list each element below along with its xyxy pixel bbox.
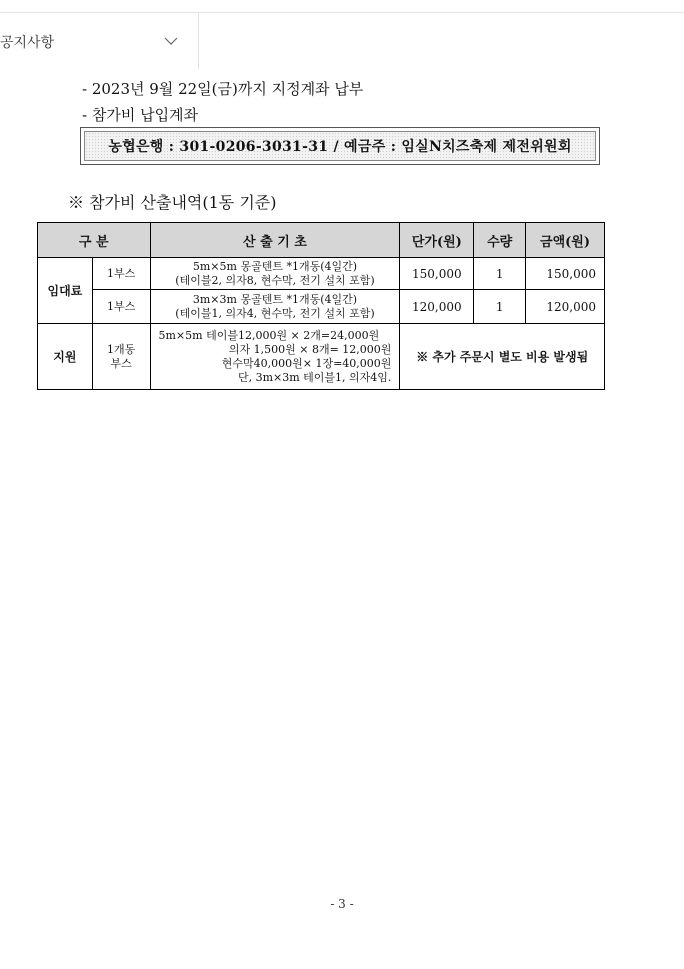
bank-account-info: 농협은행 : 301-0206-3031-31 / 예금주 : 임실N치즈축제 제전위원회 bbox=[84, 131, 596, 161]
header-amount: 금액(원) bbox=[526, 223, 605, 258]
header-unit-price: 단가(원) bbox=[400, 223, 474, 258]
page-number: - 3 - bbox=[330, 897, 354, 911]
notice-title[interactable]: 공지사항 bbox=[0, 35, 55, 51]
support-unit-line: 1개동 bbox=[107, 342, 136, 356]
header-category: 구 분 bbox=[38, 223, 151, 258]
header-divider bbox=[198, 13, 199, 69]
row-amount: 120,000 bbox=[526, 290, 605, 324]
rental-label: 임대료 bbox=[38, 258, 93, 324]
row-quantity: 1 bbox=[474, 258, 526, 290]
row-unit: 1부스 bbox=[92, 290, 150, 324]
payment-deadline-text: - 2023년 9월 22일(금)까지 지정계좌 납부 bbox=[82, 80, 364, 98]
row-unit: 1부스 bbox=[92, 258, 150, 290]
support-label: 지원 bbox=[38, 324, 93, 390]
table-row bbox=[38, 324, 605, 390]
basis-line: (테이블2, 의자8, 현수막, 전기 설치 포함) bbox=[175, 273, 375, 287]
basis-line: (테이블1, 의자4, 현수막, 전기 설치 포함) bbox=[175, 306, 375, 320]
payment-account-label: - 참가비 납입계좌 bbox=[82, 106, 199, 124]
row-unit-price: 150,000 bbox=[400, 258, 474, 290]
basis-line: 5m×5m 테이블12,000원 × 2개=24,000원 bbox=[158, 328, 380, 342]
row-unit-price: 120,000 bbox=[400, 290, 474, 324]
row-quantity: 1 bbox=[474, 290, 526, 324]
fee-breakdown-title: ※ 참가비 산출내역(1동 기준) bbox=[68, 193, 277, 212]
support-unit bbox=[92, 324, 150, 390]
table-header-row bbox=[38, 223, 605, 258]
chevron-down-icon[interactable] bbox=[164, 36, 178, 46]
basis-line: 5m×5m 몽골텐트 *1개동(4일간) bbox=[192, 259, 358, 273]
table-row bbox=[38, 290, 605, 324]
basis-line: 3m×3m 몽골텐트 *1개동(4일간) bbox=[192, 292, 358, 306]
bank-account-box bbox=[80, 127, 600, 165]
support-basis bbox=[150, 324, 400, 390]
basis-line: 현수막40,000원× 1장=40,000원 bbox=[221, 356, 392, 370]
support-note: ※ 추가 주문시 별도 비용 발생됨 bbox=[400, 324, 605, 390]
row-amount: 150,000 bbox=[526, 258, 605, 290]
fee-table bbox=[37, 222, 605, 390]
basis-line: 의자 1,500원 × 8개= 12,000원 bbox=[228, 342, 392, 356]
row-basis bbox=[150, 258, 400, 290]
row-basis bbox=[150, 290, 400, 324]
header-basis: 산 출 기 초 bbox=[150, 223, 400, 258]
table-row bbox=[38, 258, 605, 290]
header-quantity: 수량 bbox=[474, 223, 526, 258]
support-unit-line: 부스 bbox=[110, 356, 132, 370]
basis-line: 단, 3m×3m 테이블1, 의자4임. bbox=[237, 370, 392, 384]
